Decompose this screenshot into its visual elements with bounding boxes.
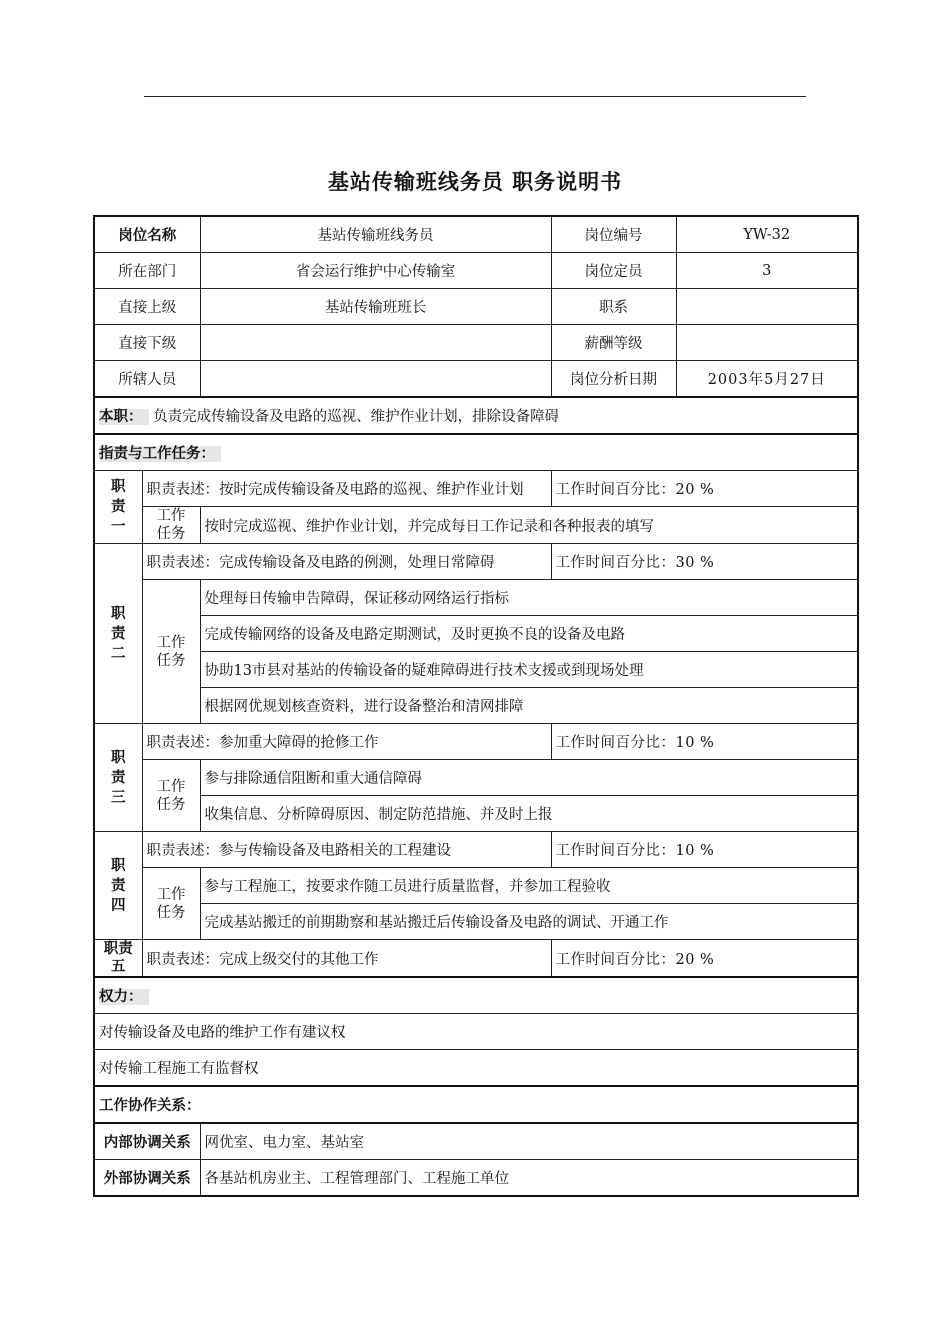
job-description-table — [93, 215, 859, 1197]
row-department — [94, 253, 858, 289]
duty-1-desc: 职责表述：按时完成传输设备及电路的巡视、维护作业计划 — [142, 471, 551, 507]
power-heading: 权力： — [99, 989, 149, 1005]
power-heading-cell — [94, 977, 858, 1014]
duty-2-task-label — [142, 580, 200, 724]
series-label: 职系 — [551, 289, 676, 325]
duty-4-task-2: 完成基站搬迁的前期勘察和基站搬迁后传输设备及电路的调试、开通工作 — [200, 904, 858, 940]
duty-3-task-row — [94, 760, 858, 796]
staff-value — [200, 361, 551, 398]
duty-5-name: 职责五 — [103, 941, 133, 975]
duty-3-label — [94, 724, 142, 832]
duty-3-desc-row — [94, 724, 858, 760]
duty-4-task-1: 参与工程施工，按要求作随工员进行质量监督，并参加工程验收 — [200, 868, 858, 904]
quota-label: 岗位定员 — [551, 253, 676, 289]
row-power-item — [94, 1050, 858, 1087]
duty-4-label — [94, 832, 142, 940]
duties-heading: 指责与工作任务： — [99, 446, 221, 462]
row-duties-heading — [94, 434, 858, 471]
power-item-1: 对传输设备及电路的维护工作有建议权 — [94, 1014, 858, 1050]
row-internal — [94, 1123, 858, 1160]
task-label-line2: 任务 — [156, 526, 186, 542]
dept-value: 省会运行维护中心传输室 — [200, 253, 551, 289]
row-subordinate — [94, 325, 858, 361]
internal-value: 网优室、电力室、基站室 — [200, 1123, 858, 1160]
row-power-heading — [94, 977, 858, 1014]
duty-1-task-row — [94, 507, 858, 544]
task-label-line1: 工作 — [156, 886, 186, 903]
duty-5-label — [94, 940, 142, 978]
pos-code-value: YW-32 — [676, 216, 858, 253]
duty-4-pct: 工作时间百分比：10 % — [551, 832, 858, 868]
duty-4-desc: 职责表述：参与传输设备及电路相关的工程建设 — [142, 832, 551, 868]
main-duty-cell — [94, 397, 858, 434]
duty-4-desc-row — [94, 832, 858, 868]
pos-code-label: 岗位编号 — [551, 216, 676, 253]
row-main-duty — [94, 397, 858, 434]
duty-3-task-label — [142, 760, 200, 832]
row-position-name — [94, 216, 858, 253]
cooperation-heading: 工作协作关系： — [99, 1098, 201, 1114]
row-staff — [94, 361, 858, 398]
task-label-line1: 工作 — [156, 778, 186, 795]
superior-label: 直接上级 — [94, 289, 200, 325]
series-value — [676, 289, 858, 325]
duty-2-desc-row — [94, 544, 858, 580]
duty-4-task-row — [94, 904, 858, 940]
external-label: 外部协调关系 — [94, 1160, 200, 1197]
header-rule — [144, 96, 806, 97]
main-duty-label: 本职： — [99, 409, 149, 425]
duty-3-task-1: 参与排除通信阻断和重大通信障碍 — [200, 760, 858, 796]
subordinate-label: 直接下级 — [94, 325, 200, 361]
page-title: 基站传输班线务员 职务说明书 — [327, 170, 623, 194]
duty-1-name: 职责一 — [111, 479, 126, 535]
task-label-line1: 工作 — [156, 508, 186, 524]
internal-label: 内部协调关系 — [94, 1123, 200, 1160]
duty-2-task-row — [94, 616, 858, 652]
duty-4-name: 职责四 — [111, 857, 126, 914]
duty-2-task-1: 处理每日传输申告障碍，保证移动网络运行指标 — [200, 580, 858, 616]
duty-3-pct: 工作时间百分比：10 % — [551, 724, 858, 760]
duty-1-task-1: 按时完成巡视、维护作业计划，并完成每日工作记录和各种报表的填写 — [200, 507, 858, 544]
duty-3-task-row — [94, 796, 858, 832]
dept-label: 所在部门 — [94, 253, 200, 289]
duty-5-desc-row — [94, 940, 858, 978]
pos-name-label: 岗位名称 — [94, 216, 200, 253]
task-label-line2: 任务 — [156, 796, 186, 813]
power-item-2: 对传输工程施工有监督权 — [94, 1050, 858, 1087]
duty-2-task-row — [94, 580, 858, 616]
task-label-line2: 任务 — [156, 652, 186, 669]
duty-2-task-row — [94, 688, 858, 724]
duty-1-pct: 工作时间百分比：20 % — [551, 471, 858, 507]
duty-2-name: 职责二 — [111, 605, 126, 662]
duty-1-label — [94, 471, 142, 544]
duty-2-task-4: 根据网优规划核查资料，进行设备整治和清网排障 — [200, 688, 858, 724]
duty-1-task-label — [142, 507, 200, 544]
task-label-line2: 任务 — [156, 904, 186, 921]
duty-4-task-row — [94, 868, 858, 904]
duty-2-task-3: 协助13市县对基站的传输设备的疑难障碍进行技术支援或到现场处理 — [200, 652, 858, 688]
duty-5-pct: 工作时间百分比：20 % — [551, 940, 858, 978]
row-power-item — [94, 1014, 858, 1050]
salary-label: 薪酬等级 — [551, 325, 676, 361]
external-value: 各基站机房业主、工程管理部门、工程施工单位 — [200, 1160, 858, 1197]
duty-2-task-2: 完成传输网络的设备及电路定期测试，及时更换不良的设备及电路 — [200, 616, 858, 652]
main-duty-text: 负责完成传输设备及电路的巡视、维护作业计划，排除设备障碍 — [153, 409, 560, 425]
salary-value — [676, 325, 858, 361]
date-value: 2003年5月27日 — [676, 361, 858, 398]
pos-name-value: 基站传输班线务员 — [200, 216, 551, 253]
duty-3-task-2: 收集信息、分析障碍原因、制定防范措施、并及时上报 — [200, 796, 858, 832]
row-external — [94, 1160, 858, 1197]
duty-4-task-label — [142, 868, 200, 940]
duty-2-label — [94, 544, 142, 724]
date-label: 岗位分析日期 — [551, 361, 676, 398]
quota-value: 3 — [676, 253, 858, 289]
duties-heading-cell — [94, 434, 858, 471]
task-label-line1: 工作 — [156, 634, 186, 651]
superior-value: 基站传输班班长 — [200, 289, 551, 325]
subordinate-value — [200, 325, 551, 361]
duty-2-task-row — [94, 652, 858, 688]
duty-1-desc-row — [94, 471, 858, 507]
duty-5-desc: 职责表述：完成上级交付的其他工作 — [142, 940, 551, 978]
row-cooperation-heading — [94, 1086, 858, 1123]
row-superior — [94, 289, 858, 325]
cooperation-heading-cell — [94, 1086, 858, 1123]
staff-label: 所辖人员 — [94, 361, 200, 398]
duty-3-name: 职责三 — [111, 749, 126, 806]
duty-3-desc: 职责表述：参加重大障碍的抢修工作 — [142, 724, 551, 760]
duty-2-desc: 职责表述：完成传输设备及电路的例测，处理日常障碍 — [142, 544, 551, 580]
duty-2-pct: 工作时间百分比：30 % — [551, 544, 858, 580]
